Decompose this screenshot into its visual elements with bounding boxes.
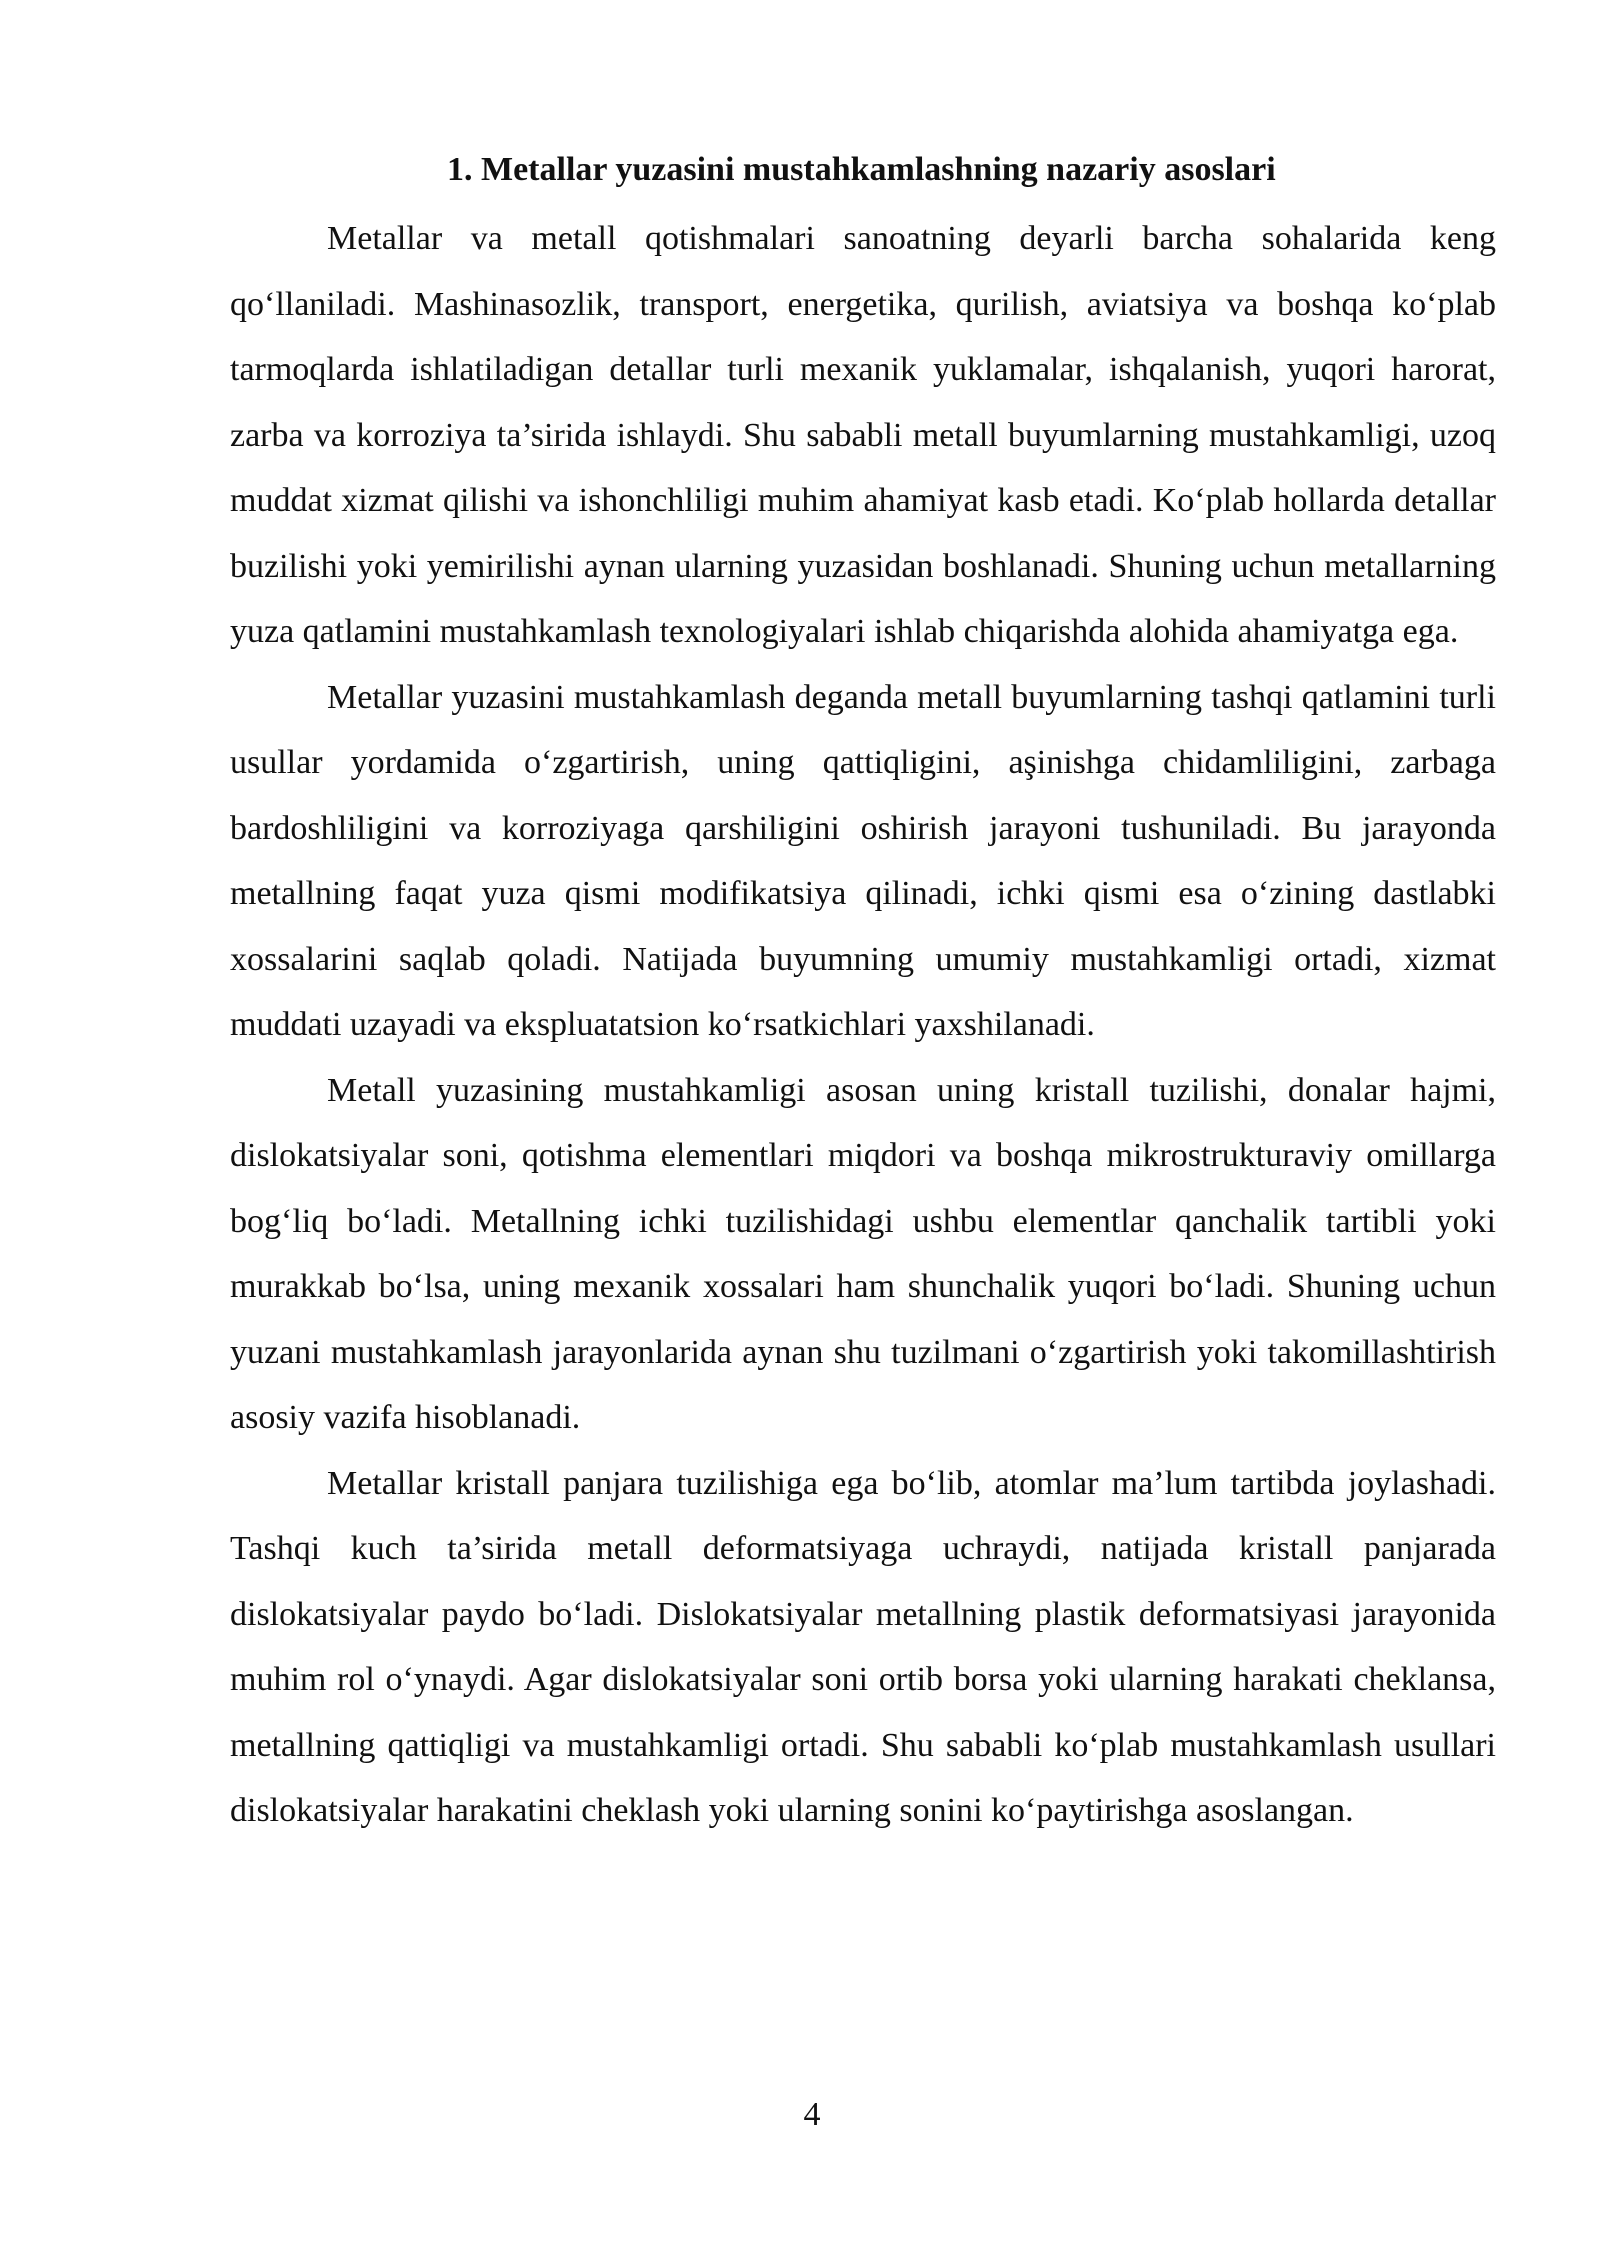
paragraph-3: Metall yuzasining mustahkamligi asosan uning kristall tuzilishi, donalar hajmi, dislokatsiyalar soni, qotishma elementlari miqdori va boshqa mikrostrukturaviy omillarga bog‘liq bo‘ladi. Metallning ichki tuzilishidagi ushbu elementlar qanchalik tartibli yoki murakkab bo‘lsa, uning mexanik xossalari ham shunchalik yuqori bo‘ladi. Shuning uchun yuzani mustahkamlash jarayonlarida aynan shu tuzilmani o‘zgartirish yoki takomillashtirish asosiy vazifa hisoblanadi. [230,1071,1496,1436]
page-number: 4 [803,2096,821,2133]
document-page [230,150,1496,1844]
paragraph-4: Metallar kristall panjara tuzilishiga ega bo‘lib, atomlar ma’lum tartibda joylashadi. Tashqi kuch ta’sirida metall deformatsiyaga uchraydi, natijada kristall panjarada dislokatsiyalar paydo bo‘ladi. Dislokatsiyalar metallning plastik deformatsiyasi jarayonida muhim rol o‘ynaydi. Agar dislokatsiyalar soni ortib borsa yoki ularning harakati cheklansa, metallning qattiqligi va mustahkamligi ortadi. Shu sababli ko‘plab mustahkamlash usullari dislokatsiyalar harakatini cheklash yoki ularning sonini ko‘paytirishga asoslangan. [230,1464,1496,1829]
paragraph-1: Metallar va metall qotishmalari sanoatning deyarli barcha sohalarida keng qo‘llaniladi. Mashinasozlik, transport, energetika, qurilish, aviatsiya va boshqa ko‘plab tarmoqlarda ishlatiladigan detallar turli mexanik yuklamalar, ishqalanish, yuqori harorat, zarba va korroziya ta’sirida ishlaydi. Shu sababli metall buyumlarning mustahkamligi, uzoq muddat xizmat qilishi va ishonchliligi muhim ahamiyat kasb etadi. Ko‘plab hollarda detallar buzilishi yoki yemirilishi aynan ularning yuzasidan boshlanadi. Shuning uchun metallarning yuza qatlamini mustahkamlash texnologiyalari ishlab chiqarishda alohida ahamiyatga ega. [230,220,1496,650]
paragraph-2: Metallar yuzasini mustahkamlash deganda metall buyumlarning tashqi qatlamini turli usullar yordamida o‘zgartirish, uning qattiqligini, aşinishga chidamliligini, zarbaga bardoshliligini va korroziyaga qarshiligini oshirish jarayoni tushuniladi. Bu jarayonda metallning faqat yuza qismi modifikatsiya qilinadi, ichki qismi esa o‘zining dastlabki xossalarini saqlab qoladi. Natijada buyumning umumiy mustahkamligi ortadi, xizmat muddati uzayadi va ekspluatatsion ko‘rsatkichlari yaxshilanadi. [230,678,1496,1043]
section-heading: 1. Metallar yuzasini mustahkamlashning nazariy asoslari [447,151,1276,188]
